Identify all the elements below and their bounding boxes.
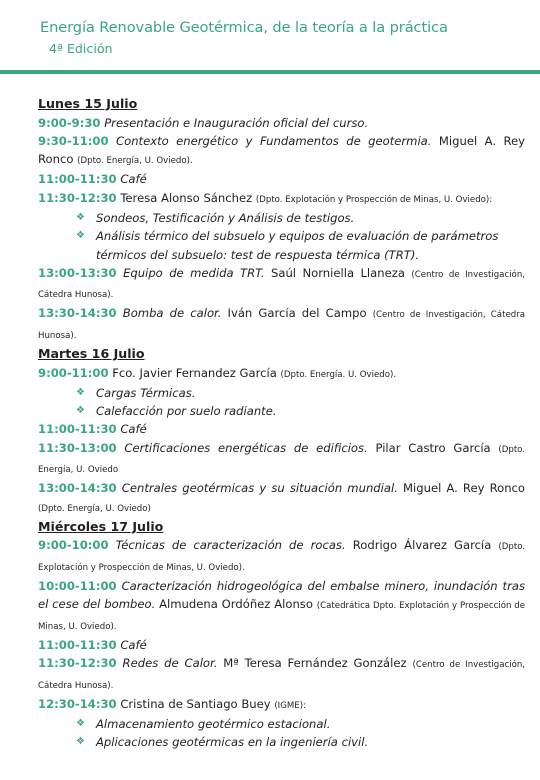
time-slot: 11:30-12:30 [38, 190, 117, 205]
day-heading: Lunes 15 Julio [38, 96, 138, 111]
speaker-affiliation: (Dpto. Explotación y Prospección de Minas, U. Oviedo): [255, 194, 493, 205]
speaker-affiliation: (Dpto. Energía. U. Oviedo). [280, 369, 397, 380]
topic-text: Cargas Térmicas. [96, 385, 196, 400]
schedule-entry [38, 636, 525, 654]
topic-item [76, 715, 525, 733]
schedule-entry [38, 577, 525, 636]
topic-list [38, 384, 525, 421]
session-topic: Redes de Calor. [122, 656, 218, 671]
day-heading: Martes 16 Julio [38, 346, 145, 362]
day-heading: Miércoles 17 Julio [38, 518, 164, 534]
speaker-affiliation: (Dpto. Energía, U. Oviedo). [77, 156, 193, 167]
schedule-entry [38, 439, 525, 480]
speaker-name: Almudena Ordóñez Alonso [159, 597, 313, 612]
speaker-name: Mª Teresa Fernández González [223, 656, 407, 671]
topic-item [76, 227, 525, 264]
speaker-name: Miguel A. Rey Ronco [38, 133, 526, 167]
speaker-name: Pilar Castro García [375, 440, 491, 455]
session-topic: Café [120, 172, 147, 187]
speaker-name: Fco. Javier Fernandez García [112, 365, 277, 380]
time-slot: 13:00-13:30 [38, 265, 117, 280]
session-topic: Café [120, 422, 147, 437]
time-slot: 9:00-10:00 [38, 538, 109, 553]
time-slot: 12:30-14:30 [38, 696, 117, 711]
edition-label: 4ª Edición [49, 41, 113, 56]
schedule-entry [38, 364, 525, 384]
diamond-bullet-icon: ❖ [76, 718, 85, 730]
time-slot: 11:00-11:30 [38, 172, 117, 187]
schedule-entry [38, 114, 525, 132]
speaker-name: Miguel A. Rey Ronco [403, 481, 526, 496]
topic-item [76, 209, 525, 227]
session-topic: Caracterización hidrogeológica del embalse minero, inundación tras el cese del bombeo. [38, 579, 525, 612]
speaker-affiliation: (Centro de Investigación, Cátedra Hunosa). [38, 269, 525, 301]
speaker-affiliation: (Dpto. Energía, U. Oviedo [38, 444, 526, 476]
schedule-entry [38, 695, 525, 715]
schedule-entry [38, 132, 525, 171]
session-topic: Bomba de calor. [122, 306, 222, 321]
session-topic: Contexto energético y Fundamentos de geotermia. [116, 133, 432, 148]
speaker-affiliation: (Dpto. Energía, U. Oviedo) [38, 503, 151, 514]
schedule [38, 95, 525, 752]
topic-text: Sondeos, Testificación y Análisis de testigos. [96, 210, 355, 225]
schedule-entry [38, 264, 525, 305]
speaker-name: Cristina de Santiago Buey [120, 696, 271, 711]
time-slot: 10:00-11:00 [38, 579, 117, 594]
document-header [0, 0, 540, 74]
time-slot: 11:30-12:30 [38, 656, 117, 671]
topic-list [38, 209, 525, 264]
session-topic: Centrales geotérmicas y su situación mundial. [121, 481, 398, 496]
topic-item [76, 384, 525, 402]
diamond-bullet-icon: ❖ [76, 386, 85, 398]
time-slot: 9:30-11:00 [38, 133, 109, 148]
time-slot: 9:00-9:30 [38, 115, 101, 130]
topic-item [76, 402, 525, 420]
session-topic: Equipo de medida TRT. [123, 265, 265, 280]
schedule-entry [38, 654, 525, 695]
topic-list [38, 715, 525, 752]
topic-text: Almacenamiento geotérmico estacional. [96, 717, 331, 732]
diamond-bullet-icon: ❖ [76, 211, 85, 223]
session-topic: Certificaciones energéticas de edificios. [124, 440, 368, 455]
schedule-entry [38, 189, 525, 209]
speaker-affiliation: (Dpto. Explotación y Prospección de Minas, U. Oviedo). [38, 542, 526, 573]
topic-text: Análisis térmico del subsuelo y equipos de evaluación de parámetros térmicos del subsuelo: test de respuesta térmica (TRT). [96, 229, 499, 262]
speaker-name: Saúl Norniella Llaneza [271, 265, 405, 280]
diamond-bullet-icon: ❖ [76, 405, 85, 417]
topic-item [76, 733, 525, 751]
time-slot: 11:00-11:30 [38, 422, 117, 437]
speaker-name: Rodrigo Álvarez García [352, 538, 492, 553]
session-topic: Café [120, 637, 147, 652]
topic-text: Calefacción por suelo radiante. [96, 404, 277, 419]
session-topic: Presentación e Inauguración oficial del curso. [104, 115, 369, 130]
speaker-affiliation: (Centro de Investigación, Cátedra Hunosa). [38, 660, 526, 691]
time-slot: 9:00-11:00 [38, 365, 109, 380]
diamond-bullet-icon: ❖ [76, 736, 85, 748]
topic-text: Aplicaciones geotérmicas en la ingeniería civil. [96, 735, 369, 750]
schedule-entry [38, 304, 525, 345]
diamond-bullet-icon: ❖ [76, 230, 85, 242]
time-slot: 13:30-14:30 [38, 306, 117, 321]
time-slot: 11:00-11:30 [38, 637, 117, 652]
speaker-name: Iván García del Campo [227, 306, 367, 321]
schedule-entry [38, 170, 525, 188]
speaker-affiliation: (Catedrática Dpto. Explotación y Prospección de Minas, U. Oviedo). [38, 601, 526, 632]
session-topic: Técnicas de caracterización de rocas. [115, 538, 346, 553]
schedule-entry [38, 536, 525, 577]
header-divider [0, 70, 540, 74]
speaker-name: Teresa Alonso Sánchez [120, 190, 253, 205]
speaker-affiliation: (Centro de Investigación, Cátedra Hunosa). [38, 310, 525, 341]
time-slot: 13:00-14:30 [38, 481, 117, 496]
speaker-affiliation: (IGME): [274, 700, 306, 711]
schedule-entry [38, 420, 525, 438]
schedule-entry [38, 479, 525, 518]
time-slot: 11:30-13:00 [38, 440, 117, 455]
document-title: Energía Renovable Geotérmica, de la teoría a la práctica [40, 19, 448, 36]
